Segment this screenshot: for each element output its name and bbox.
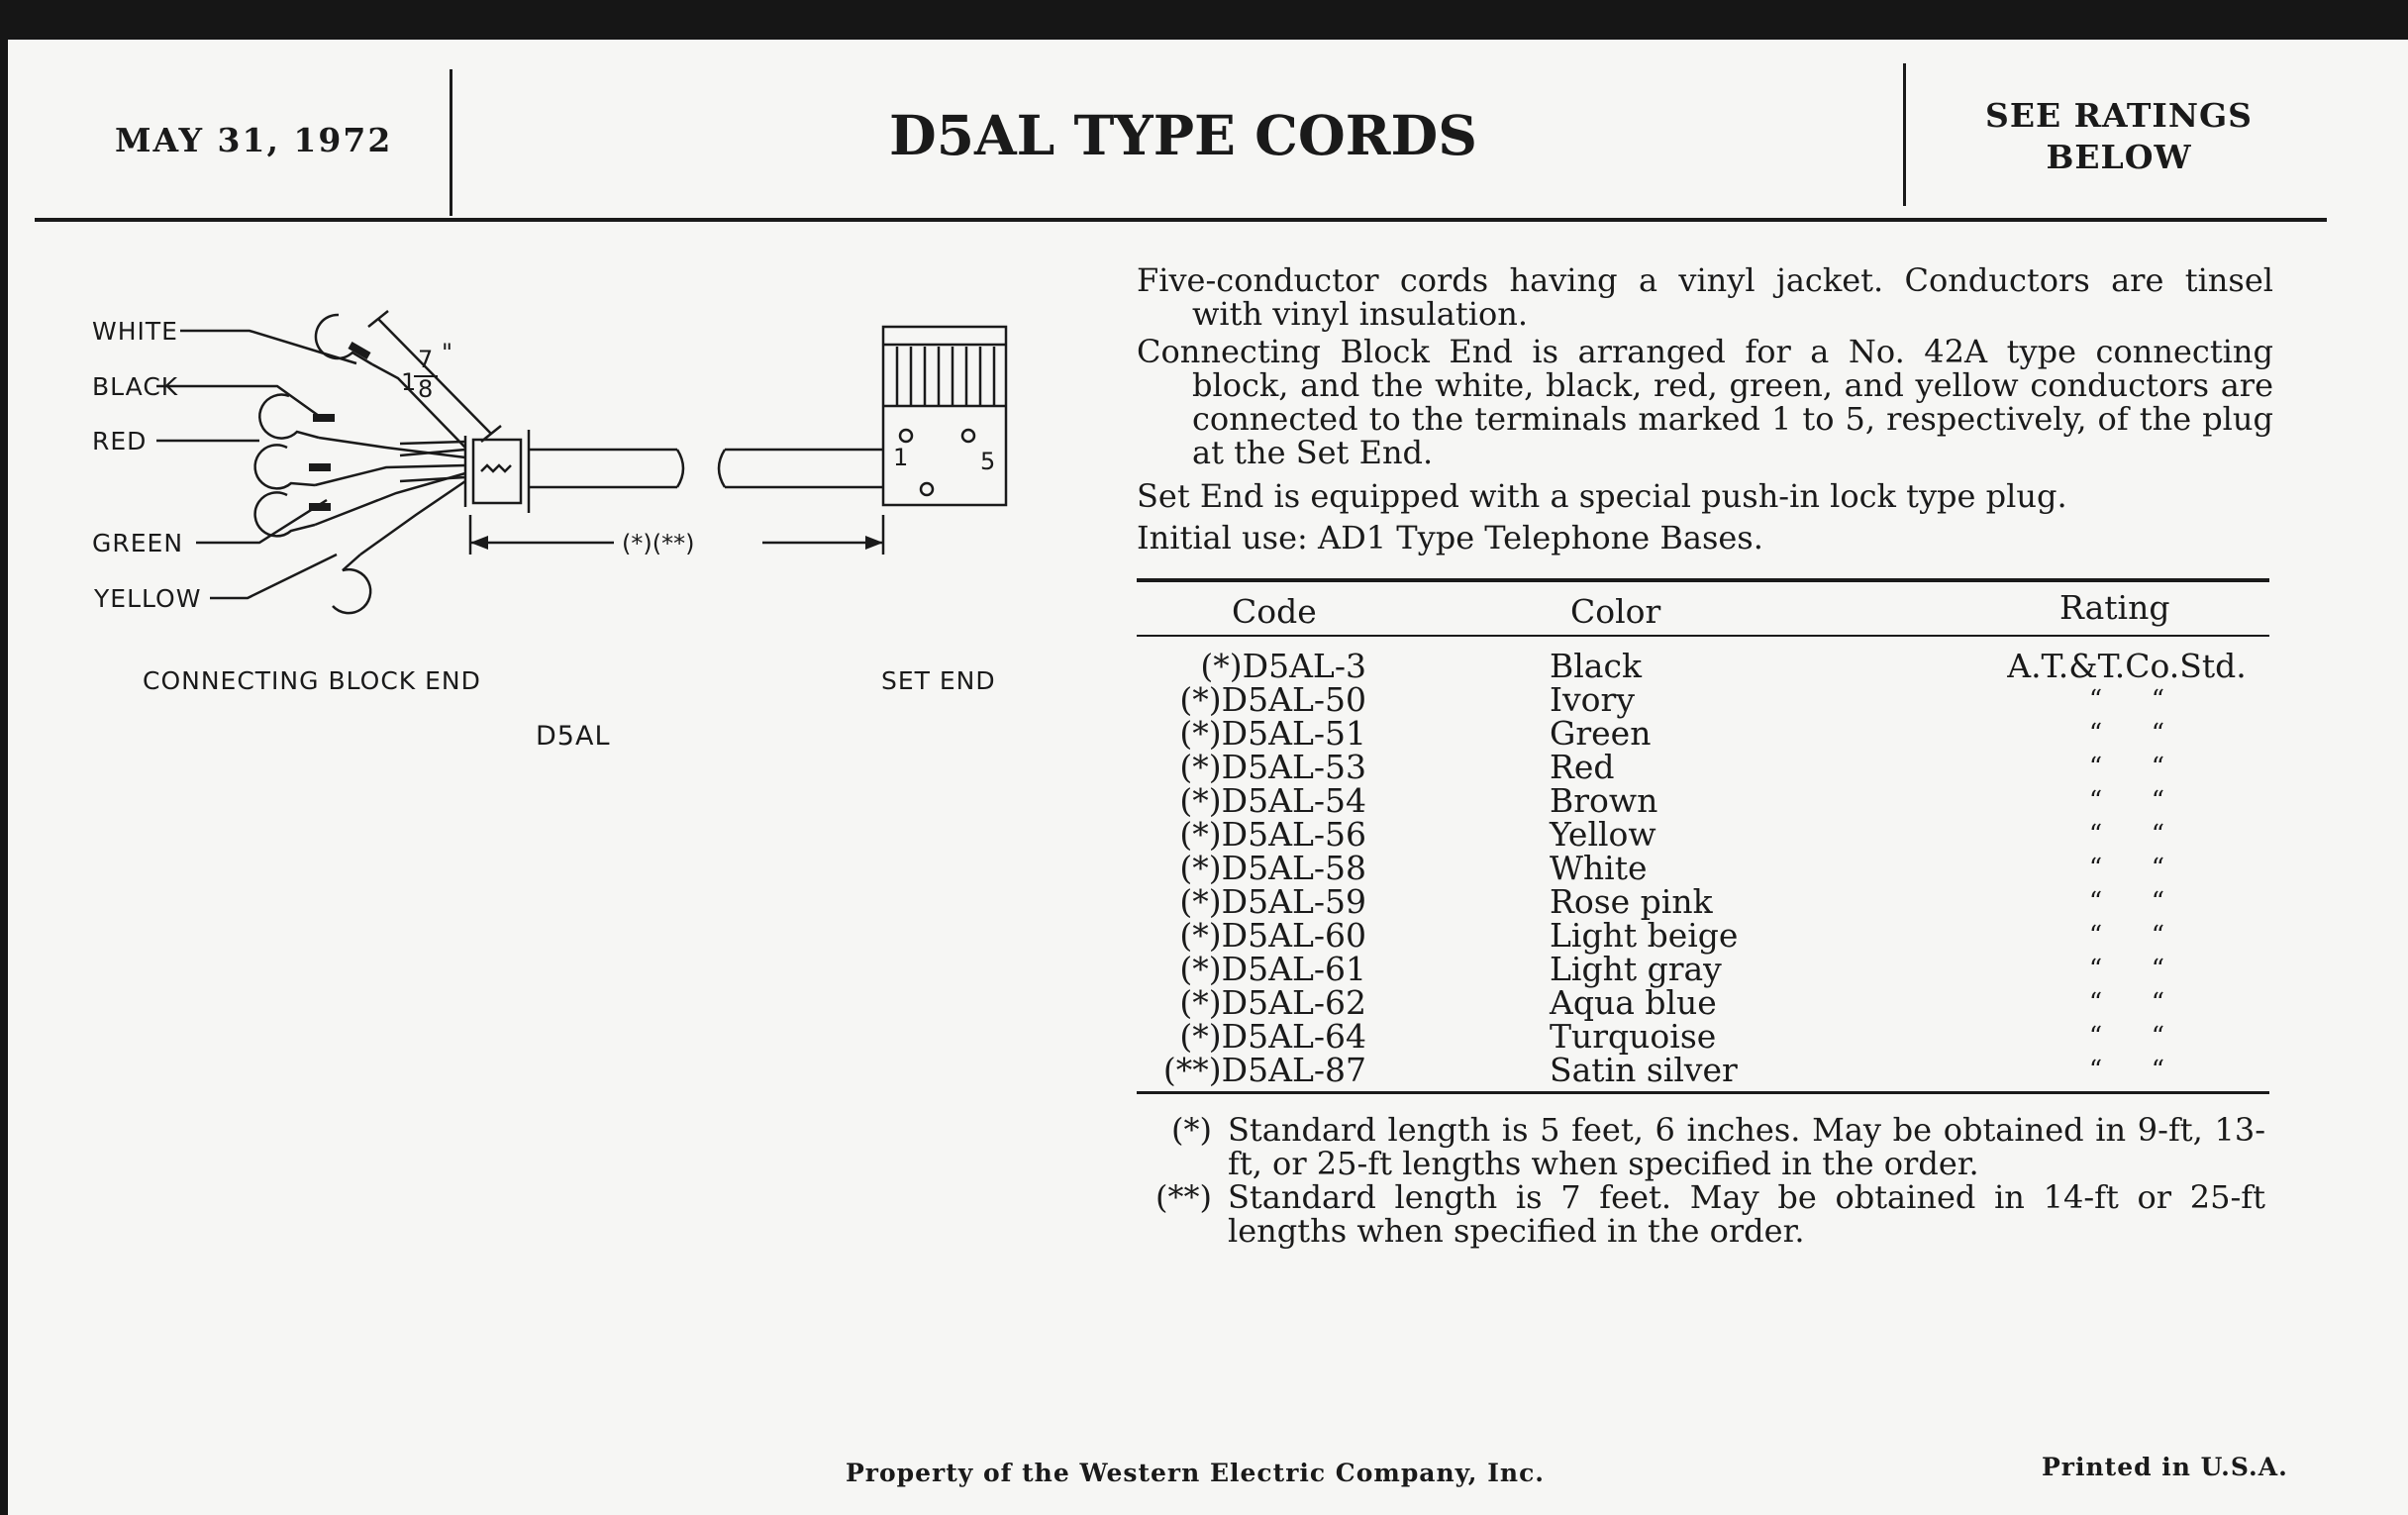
cell-rating: “ “ [2088, 988, 2165, 1018]
cell-color: Ivory [1550, 680, 1635, 719]
dimension-unit: " [442, 339, 453, 366]
plug-contact-frame [883, 345, 1006, 406]
table-row [1137, 781, 2275, 820]
cell-code: (*)D5AL-58 [1179, 849, 1366, 887]
conductor-black [319, 438, 465, 457]
length-label: (*)(**) [622, 530, 695, 557]
cell-rating: “ “ [2088, 753, 2165, 782]
cell-code: (*)D5AL-59 [1179, 882, 1366, 921]
dimension-denominator: 8 [418, 375, 434, 403]
cell-color: Yellow [1550, 815, 1656, 854]
note-text: Standard length is 5 feet, 6 inches. May be obtained in 9-ft, 13-ft, or 25-ft lengths when specified in the order. [1228, 1111, 2265, 1182]
cell-rating: “ “ [2088, 820, 2165, 850]
conductor-red [315, 465, 465, 485]
cell-code: (*)D5AL-53 [1179, 748, 1366, 786]
spade-lug-red [255, 445, 315, 488]
cell-color: Brown [1550, 781, 1658, 820]
table-row [1137, 849, 2275, 887]
footer-printed: Printed in U.S.A. [2042, 1453, 2288, 1481]
cell-color: Green [1550, 714, 1652, 753]
cord-break-right [719, 450, 725, 487]
spade-lug-black [259, 395, 319, 439]
plug-contacts [897, 347, 994, 406]
cell-rating: “ “ [2088, 786, 2165, 816]
cell-code: (*)D5AL-50 [1179, 680, 1366, 719]
table-row [1137, 680, 2275, 719]
plug-hole-1 [900, 430, 912, 442]
cell-rating: “ “ [2088, 685, 2165, 715]
sleeve-zigzag [481, 465, 511, 471]
cell-rating: “ “ [2088, 955, 2165, 984]
dimension-whole: 1 [401, 368, 417, 396]
connecting-block-end-label: CONNECTING BLOCK END [143, 666, 481, 695]
cell-code: (**)D5AL-87 [1162, 1051, 1366, 1089]
cell-rating: “ “ [2088, 719, 2165, 749]
header-ratings [1906, 95, 2332, 178]
conductor-yellow [360, 481, 465, 555]
cell-rating: “ “ [2088, 854, 2165, 883]
table-row [1137, 647, 2275, 685]
column-header-color: Color [1570, 592, 1661, 631]
conductor-marker-red [309, 463, 331, 471]
plug-terminal-5: 5 [980, 448, 996, 475]
cell-code: (*)D5AL-51 [1179, 714, 1366, 753]
cell-color: Black [1550, 647, 1642, 685]
page-title: D5AL TYPE CORDS [889, 103, 1477, 167]
cell-code: (*)D5AL-61 [1179, 950, 1366, 988]
spade-lug-yellow [333, 555, 370, 613]
cell-color: Rose pink [1550, 882, 1713, 921]
note-mark: (*) [1171, 1111, 1212, 1149]
description-p1-rest: with vinyl insulation. [1192, 295, 1528, 333]
note-double-star [1137, 1180, 2275, 1250]
table-bottom-rule [1137, 1091, 2269, 1094]
footer-property: Property of the Western Electric Company, Inc. [846, 1459, 1546, 1487]
table-top-rule [1137, 578, 2269, 582]
table-row [1137, 916, 2275, 955]
cord-break-left [677, 450, 683, 487]
cell-rating: “ “ [2088, 887, 2165, 917]
note-single-star [1137, 1113, 2275, 1182]
cord-table [1137, 647, 2275, 1089]
cell-color: Red [1550, 748, 1615, 786]
leader-green [196, 500, 327, 543]
description-paragraph-2 [1137, 335, 2273, 469]
cell-color: Turquoise [1550, 1017, 1717, 1056]
table-row [1137, 882, 2275, 921]
cell-code: (*)D5AL-64 [1179, 1017, 1366, 1056]
description-paragraph-4: Initial use: AD1 Type Telephone Bases. [1137, 519, 1763, 556]
cell-color: Satin silver [1550, 1051, 1738, 1089]
description-p2-first: Connecting Block End is arranged for a No. 42A type connecting [1137, 333, 2273, 370]
diagram-caption: D5AL [536, 721, 611, 752]
leader-yellow [210, 555, 337, 598]
leader-black [156, 386, 319, 416]
plug-hole-2 [962, 430, 974, 442]
header-date: MAY 31, 1972 [115, 121, 393, 159]
leader-white [180, 331, 356, 363]
column-header-rating: Rating [2059, 588, 2170, 627]
column-header-code: Code [1232, 592, 1317, 631]
table-row [1137, 748, 2275, 786]
description-paragraph-1 [1137, 263, 2273, 331]
set-end-label: SET END [881, 666, 996, 695]
dimension-numerator: 7 [418, 346, 434, 373]
conductor-green [315, 473, 465, 525]
wire-label-red: RED [92, 427, 148, 455]
cell-rating: “ “ [2088, 921, 2165, 951]
table-row [1137, 1051, 2275, 1089]
cell-color: Aqua blue [1550, 983, 1717, 1022]
plug-terminal-1: 1 [893, 444, 909, 471]
cell-rating: “ “ [2088, 1056, 2165, 1085]
cord-body-right [725, 450, 883, 487]
cell-code: (*)D5AL-54 [1179, 781, 1366, 820]
wire-label-green: GREEN [92, 529, 184, 557]
wire-label-white: WHITE [92, 317, 178, 346]
cell-color: Light beige [1550, 916, 1739, 955]
conductor-marker-green [309, 503, 331, 511]
wire-label-black: BLACK [92, 372, 179, 401]
cell-code: (*)D5AL-56 [1179, 815, 1366, 854]
cell-rating: A.T.&T.Co.Std. [2007, 647, 2247, 685]
plug-hole-3 [921, 483, 933, 495]
cell-code: (*)D5AL-62 [1179, 983, 1366, 1022]
table-row [1137, 815, 2275, 854]
cell-rating: “ “ [2088, 1022, 2165, 1052]
sleeve-flanges [465, 430, 529, 513]
description-p1-first: Five-conductor cords having a vinyl jacket. Conductors are tinsel [1137, 261, 2273, 299]
note-text: Standard length is 7 feet. May be obtained in 14-ft or 25-ft lengths when specified in the order. [1228, 1178, 2265, 1250]
cord-body-left [529, 450, 677, 487]
cell-code: (*)D5AL-3 [1200, 647, 1366, 685]
cell-code: (*)D5AL-60 [1179, 916, 1366, 955]
cell-color: Light gray [1550, 950, 1722, 988]
description-p2-rest: block, and the white, black, red, green, and yellow conductors are connected to the terminals marked 1 to 5, respectively, of the plug at the Set End. [1192, 366, 2273, 471]
set-end-plug [883, 327, 1006, 505]
wire-label-yellow: YELLOW [94, 584, 202, 613]
table-row [1137, 950, 2275, 988]
cell-color: White [1550, 849, 1648, 887]
table-row [1137, 1017, 2275, 1056]
table-row [1137, 714, 2275, 753]
table-header-rule [1137, 635, 2269, 637]
note-mark: (**) [1155, 1178, 1212, 1216]
cord-sleeve [473, 440, 521, 503]
conductor-marker-black [313, 414, 335, 422]
table-row [1137, 983, 2275, 1022]
header-ratings-line2: BELOW [2046, 138, 2192, 176]
description-paragraph-3: Set End is equipped with a special push-in lock type plug. [1137, 477, 2067, 515]
header-ratings-line1: SEE RATINGS [1984, 96, 2254, 135]
